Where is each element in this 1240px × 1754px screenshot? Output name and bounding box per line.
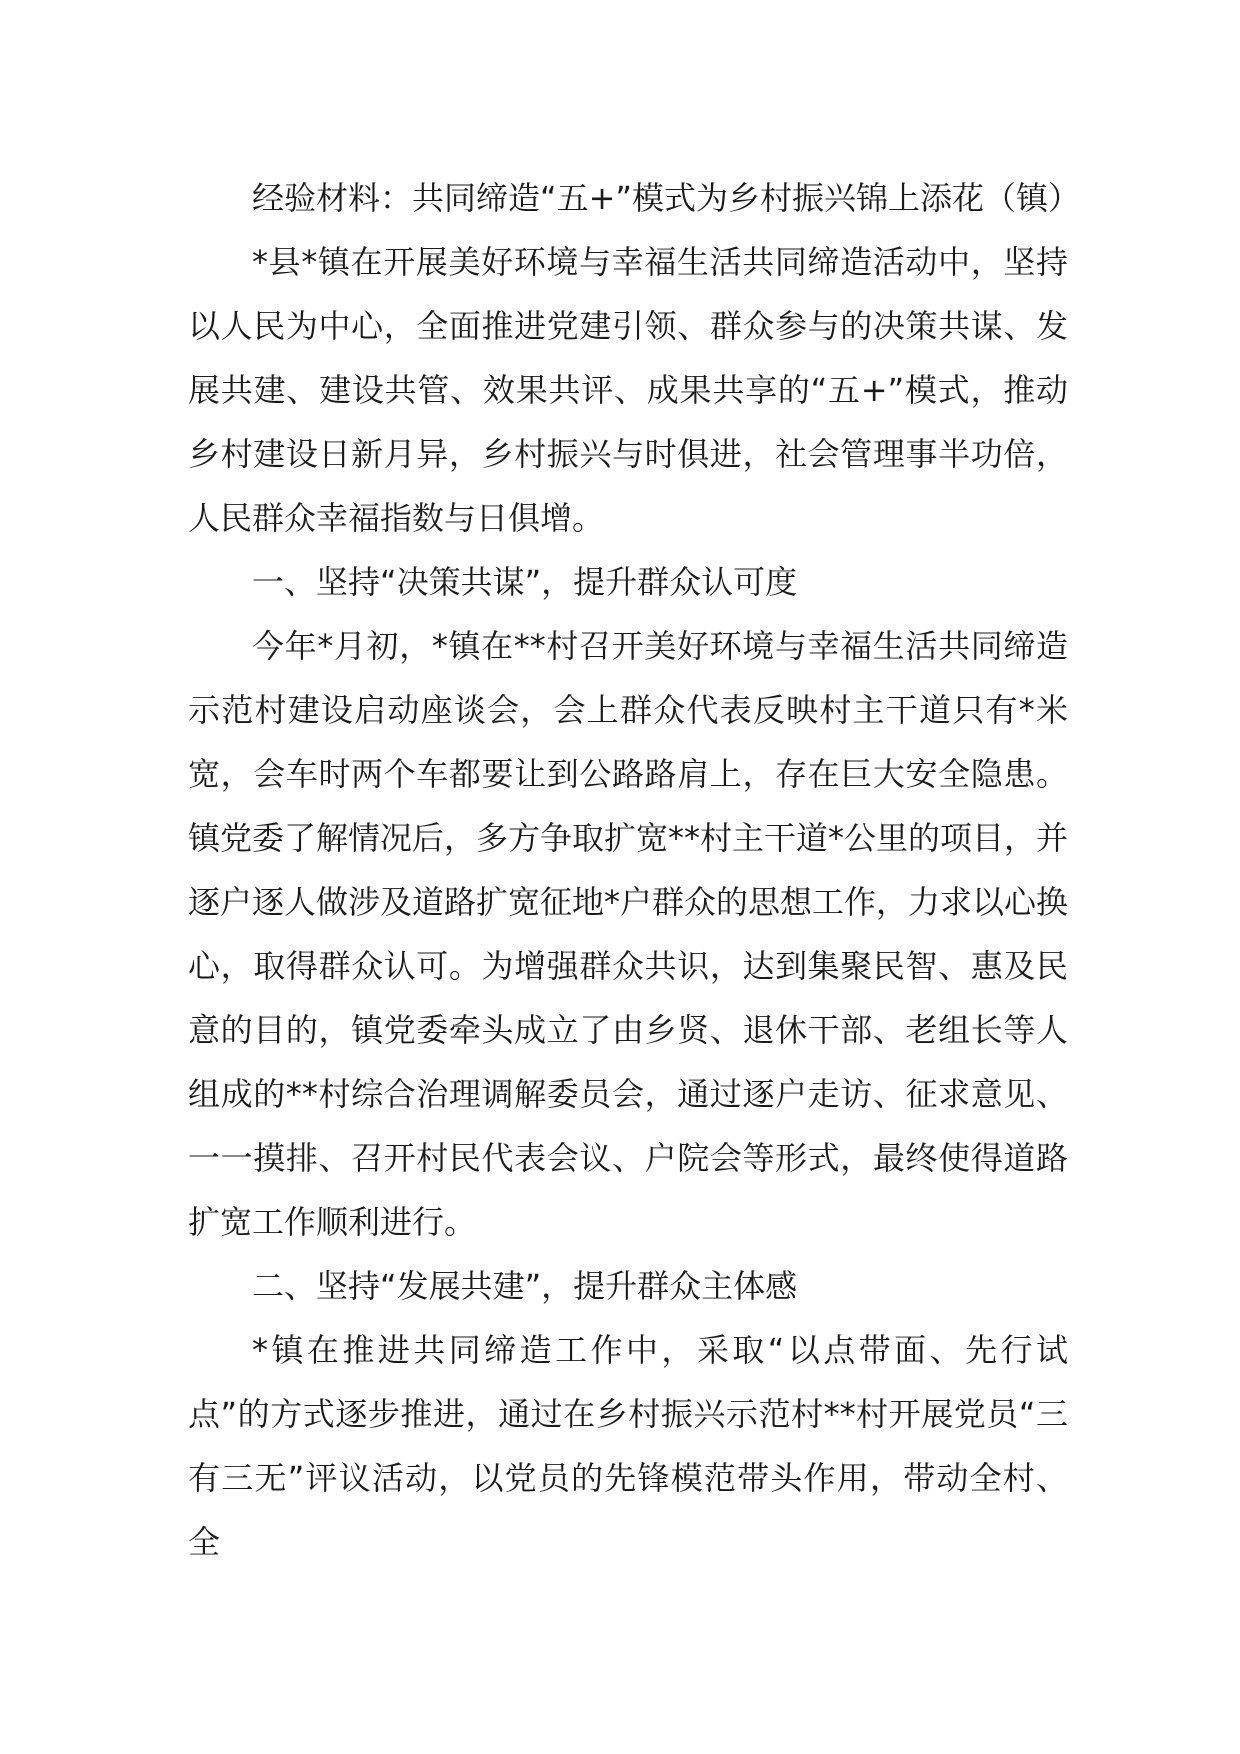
section-heading-2: 二、坚持“发展共建”，提升群众主体感 (252, 1267, 798, 1305)
document-body (188, 166, 1080, 1574)
section-heading-1: 一、坚持“决策共谋”，提升群众认可度 (252, 563, 798, 601)
section-2-paragraph: *镇在推进共同缔造工作中，采取“以点带面、先行试点”的方式逐步推进，通过在乡村振兴示范村**村开展党员“三有三无”评议活动，以党员的先锋模范带头作用，带动全村、全 (188, 1331, 1068, 1561)
intro-paragraph: *县*镇在开展美好环境与幸福生活共同缔造活动中，坚持以人民为中心，全面推进党建引领、群众参与的决策共谋、发展共建、建设共管、效果共评、成果共享的“五+”模式，推动乡村建设日新月异，乡村振兴与时俱进，社会管理事半功倍，人民群众幸福指数与日俱增。 (188, 243, 1068, 537)
document-title: 经验材料：共同缔造“五+”模式为乡村振兴锦上添花（镇） (252, 179, 1080, 217)
section-1-paragraph: 今年*月初，*镇在**村召开美好环境与幸福生活共同缔造示范村建设启动座谈会，会上群众代表反映村主干道只有*米宽，会车时两个车都要让到公路路肩上，存在巨大安全隐患。镇党委了解情况后，多方争取扩宽**村主干道*公里的项目，并逐户逐人做涉及道路扩宽征地*户群众的思想工作，力求以心换心，取得群众认可。为增强群众共识，达到集聚民智、惠及民意的目的，镇党委牵头成立了由乡贤、退休干部、老组长等人组成的**村综合治理调解委员会，通过逐户走访、征求意见、一一摸排、召开村民代表会议、户院会等形式，最终使得道路扩宽工作顺利进行。 (188, 627, 1069, 1241)
